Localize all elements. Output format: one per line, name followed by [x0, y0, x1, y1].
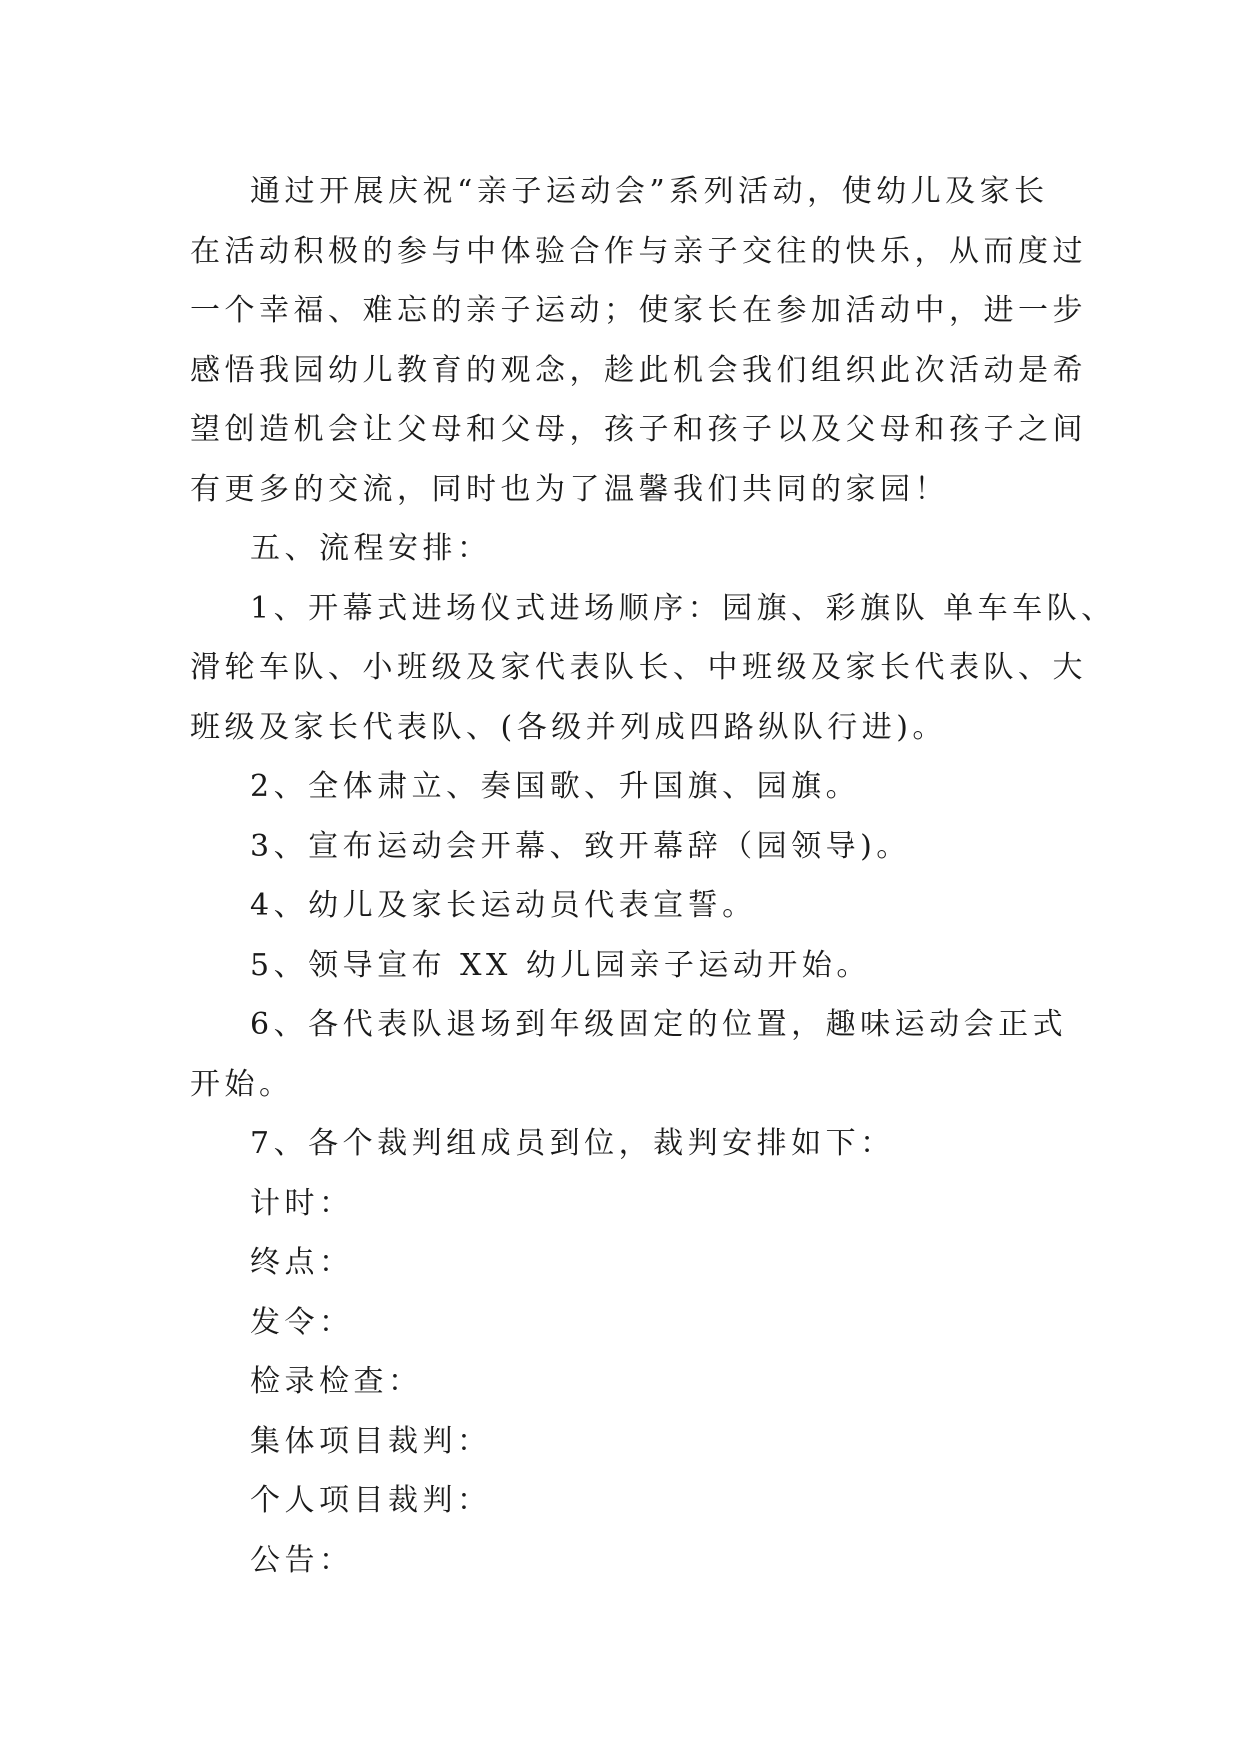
text-line: 有更多的交流，同时也为了温馨我们共同的家园！: [190, 471, 949, 507]
text-line: 望创造机会让父母和父母，孩子和孩子以及父母和孩子之间: [190, 412, 1087, 447]
text-line: 一个幸福、难忘的亲子运动；使家长在参加活动中，进一步: [190, 293, 1087, 328]
text-line: 感悟我园幼儿教育的观念，趁此机会我们组织此次活动是希: [190, 352, 1087, 388]
intro-paragraph: [190, 162, 1087, 519]
section-heading: 五、流程安排：: [250, 531, 492, 566]
list-item-6: [190, 995, 1068, 1114]
role-announcer: 公告：: [250, 1542, 354, 1578]
list-item-4: 4、幼儿及家长运动员代表宣誓。: [250, 888, 757, 923]
text-line: 开始。: [190, 1066, 294, 1102]
role-finish: 终点：: [250, 1245, 354, 1280]
text-line: 通过开展庆祝“亲子运动会”系列活动，使幼儿及家长: [250, 174, 1049, 209]
list-item-3: 3、宣布运动会开幕、致开幕辞（园领导)。: [250, 828, 911, 864]
role-checkin: 检录检查：: [250, 1364, 423, 1399]
list-item-7: 7、各个裁判组成员到位，裁判安排如下：: [250, 1126, 895, 1161]
list-item-5: 5、领导宣布 XX 幼儿园亲子运动开始。: [250, 947, 871, 983]
document-body: [190, 162, 1116, 1590]
text-line: 6、各代表队退场到年级固定的位置，趣味运动会正式: [250, 1007, 1068, 1042]
text-line: 1、开幕式进场仪式进场顺序：园旗、彩旗队 单车车队、: [250, 590, 1116, 626]
role-group-referee: 集体项目裁判：: [250, 1423, 492, 1459]
text-line: 在活动积极的参与中体验合作与亲子交往的快乐，从而度过: [190, 233, 1087, 269]
role-timing: 计时：: [250, 1185, 354, 1221]
referee-roles: [190, 1174, 1058, 1591]
list-item-1: [190, 579, 1116, 758]
text-line: 班级及家长代表队、(各级并列成四路纵队行进)。: [190, 709, 947, 745]
text-line: 滑轮车队、小班级及家代表队长、中班级及家长代表队、大: [190, 650, 1087, 685]
list-item-2: 2、全体肃立、奏国歌、升国旗、园旗。: [250, 769, 861, 804]
role-individual-referee: 个人项目裁判：: [250, 1483, 492, 1518]
role-starter: 发令：: [250, 1304, 354, 1340]
